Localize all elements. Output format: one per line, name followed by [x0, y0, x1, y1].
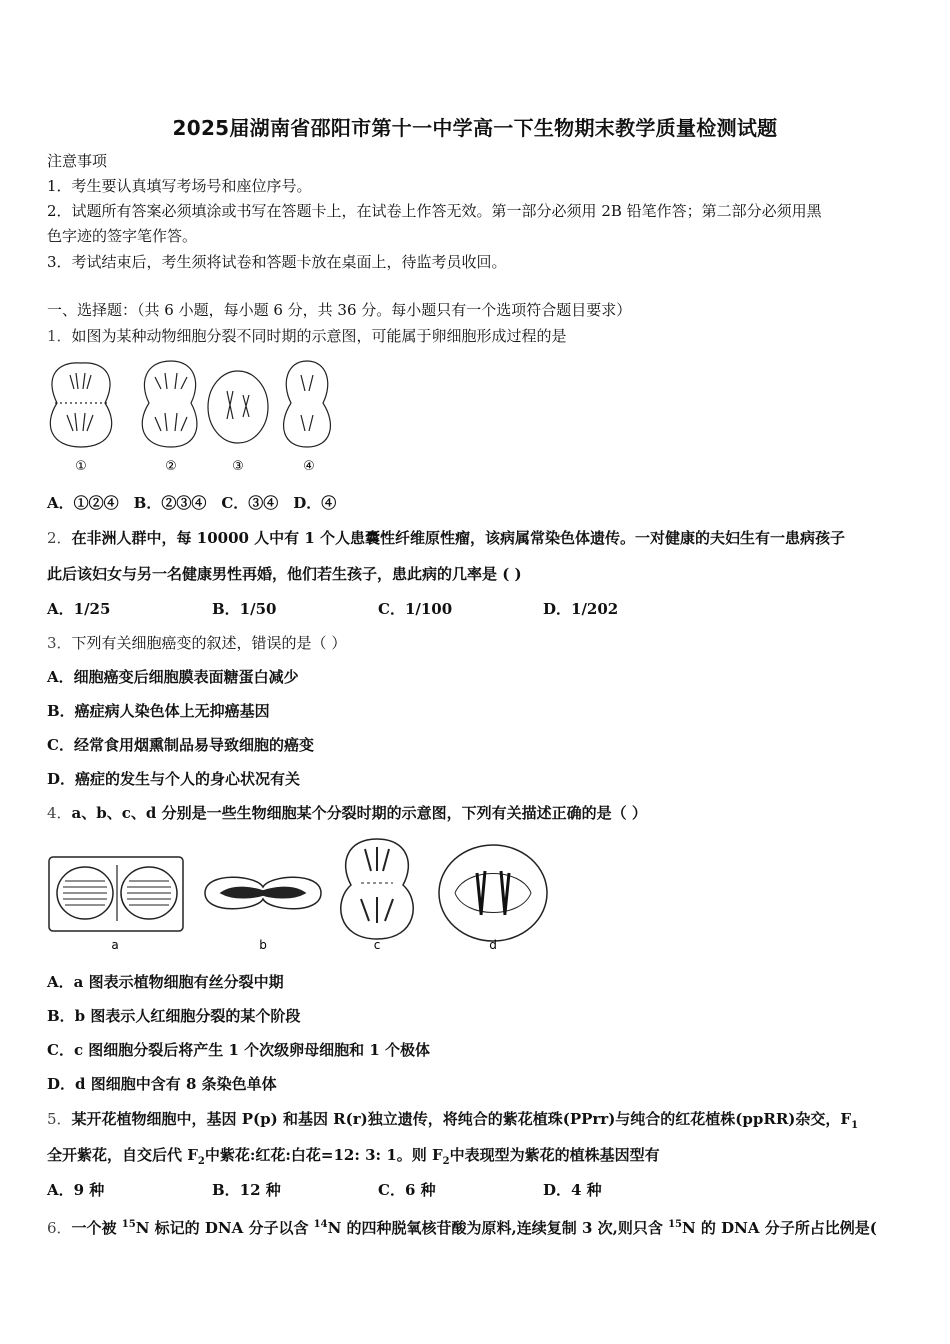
question-6-stem — [47, 1215, 877, 1238]
option-b: B．癌症病人染色体上无抑癌基因 — [47, 702, 270, 720]
figure-label: ④ — [303, 459, 315, 474]
question-text: 在非洲人群中，每 10000 人中有 1 个人患囊性纤维原性瘤，该病属常染色体遗传。一对健康的夫妇生有一患病孩子 — [71, 529, 846, 547]
question-2-stem-line-1 — [47, 528, 845, 548]
subscript: 1 — [851, 1120, 859, 1131]
question-text: N 的四种脱氧核苷酸为原料,连续复制 3 次,则只含 — [327, 1219, 669, 1237]
question-number: 4． — [47, 804, 72, 822]
superscript: 14 — [313, 1219, 328, 1230]
question-text: 全开紫花，自交后代 F — [47, 1146, 198, 1164]
cell-a-wall — [49, 857, 183, 931]
question-number: 3． — [47, 634, 72, 652]
option-a: A．1/25 — [47, 600, 111, 618]
figure-label: d — [489, 938, 497, 952]
question-5-stem-line-1 — [47, 1109, 858, 1136]
figure-label: ③ — [232, 459, 244, 474]
cell-3-outline — [208, 371, 268, 443]
cell-2-chromosomes-bottom — [155, 413, 187, 431]
option-d: D．1/202 — [543, 600, 619, 618]
figure-label: a — [111, 938, 119, 952]
question-3-stem — [47, 633, 346, 653]
option-a: A．细胞癌变后细胞膜表面糖蛋白减少 — [47, 668, 299, 686]
figure-label: ① — [75, 459, 87, 474]
question-1-stem — [47, 326, 567, 346]
question-number: 6． — [47, 1219, 72, 1237]
option-b: B．1/50 — [212, 600, 277, 618]
cell-4-outline — [284, 361, 331, 447]
option-c: C．经常食用烟熏制品易导致细胞的癌变 — [47, 736, 314, 754]
subscript: 2 — [442, 1156, 450, 1167]
cell-1-chromosomes-bottom — [67, 413, 93, 431]
option-a: A．a 图表示植物细胞有丝分裂中期 — [47, 973, 284, 991]
question-1-options: A．①②④ B．②③④ C．③④ D．④ — [47, 494, 337, 512]
option-d: D．癌症的发生与个人的身心状况有关 — [47, 770, 301, 788]
page-title: 2025届湖南省邵阳市第十一中学高一下生物期末教学质量检测试题 — [172, 116, 778, 140]
question-text: 一个被 — [71, 1219, 122, 1237]
cell-3-chromosomes — [227, 391, 249, 419]
option-b: B．b 图表示人红细胞分裂的某个阶段 — [47, 1007, 301, 1025]
cell-2-outline — [142, 361, 197, 447]
option-c: C．1/100 — [378, 600, 453, 618]
question-text: 如图为某种动物细胞分裂不同时期的示意图，可能属于卵细胞形成过程的是 — [71, 327, 567, 345]
superscript: 15 — [121, 1219, 136, 1230]
notice-heading: 注意事项 — [47, 152, 108, 170]
question-number: 5． — [47, 1110, 72, 1128]
question-text: 中紫花:红花:白花=12: 3: 1。则 F — [204, 1146, 443, 1164]
notice-item-1: 1．考生要认真填写考场号和座位序号。 — [47, 177, 312, 195]
option-c: C．c 图细胞分裂后将产生 1 个次级卵母细胞和 1 个极体 — [47, 1041, 431, 1059]
cell-1-chromosomes-top — [70, 373, 91, 389]
question-2-stem-line-2: 此后该妇女与另一名健康男性再婚，他们若生孩子，患此病的几率是 ( ) — [47, 565, 522, 583]
option-b: B．12 种 — [212, 1181, 281, 1199]
question-text: N 的 DNA 分子所占比例是( — [682, 1219, 877, 1237]
notice-item-2-cont: 色字迹的签字笔作答。 — [47, 227, 198, 245]
question-4-stem — [47, 803, 647, 823]
cell-4-chromosomes-bottom — [301, 415, 313, 431]
cell-4-chromosomes-top — [301, 375, 313, 391]
figure-label: c — [373, 938, 381, 952]
option-c: C．6 种 — [378, 1181, 436, 1199]
notice-item-3: 3．考试结束后，考生须将试卷和答题卡放在桌面上，待监考员收回。 — [47, 253, 507, 271]
q4-cell-division-figure — [45, 835, 555, 955]
section-heading: 一、选择题：（共 6 小题，每小题 6 分，共 36 分。每小题只有一个选项符合题目要求） — [47, 301, 632, 319]
question-number: 1． — [47, 327, 72, 345]
q1-cell-division-figure — [45, 355, 345, 477]
option-a: A．9 种 — [47, 1181, 105, 1199]
question-text: a、b、c、d 分别是一些生物细胞某个分裂时期的示意图，下列有关描述正确的是（ ） — [71, 804, 647, 822]
figure-label: b — [259, 938, 267, 952]
option-d: D．4 种 — [543, 1181, 602, 1199]
cell-2-chromosomes-top — [155, 373, 187, 389]
question-number: 2． — [47, 529, 72, 547]
question-text: N 标记的 DNA 分子以含 — [135, 1219, 314, 1237]
question-text: 中表现型为紫花的植株基因型有 — [449, 1146, 660, 1164]
superscript: 15 — [668, 1219, 682, 1230]
question-text: 某开花植物细胞中，基因 P(p) 和基因 R(r)独立遗传，将纯合的紫花植珠(PPrr)与纯合的红花植株(ppRR)杂交，F — [71, 1110, 852, 1128]
question-text: 下列有关细胞癌变的叙述，错误的是（ ） — [71, 634, 347, 652]
cell-1-outline — [50, 363, 111, 447]
figure-label: ② — [165, 459, 177, 474]
question-5-stem-line-2 — [47, 1145, 660, 1172]
option-d: D．d 图细胞中含有 8 条染色单体 — [47, 1075, 277, 1093]
cell-b-dna — [221, 887, 305, 897]
notice-item-2: 2．试题所有答案必须填涂或书写在答题卡上，在试卷上作答无效。第一部分必须用 2B 铅笔作答；第二部分必须用黑 — [47, 202, 822, 220]
subscript: 2 — [197, 1156, 205, 1167]
